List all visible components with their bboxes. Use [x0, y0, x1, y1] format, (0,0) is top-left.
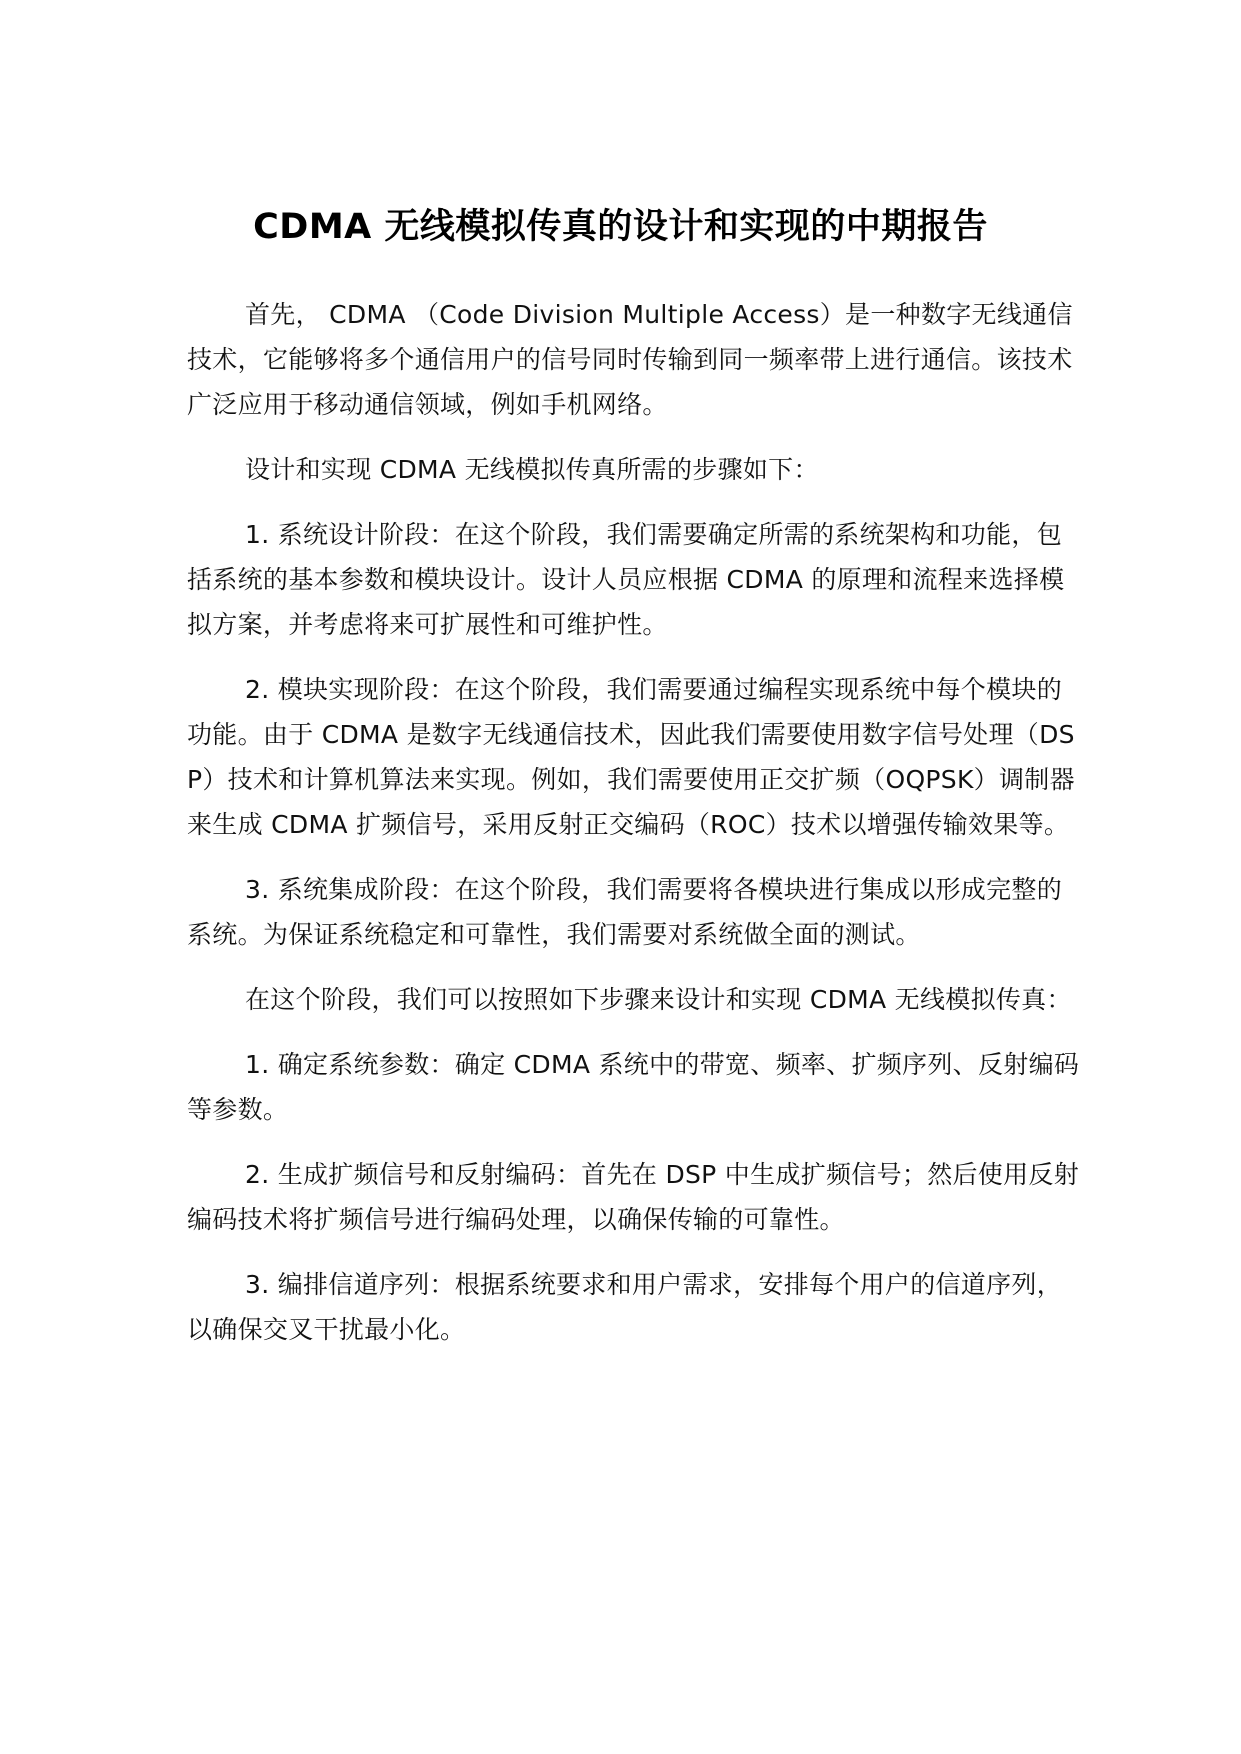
paragraph-substep-spread-signal: 2. 生成扩频信号和反射编码：首先在 DSP 中生成扩频信号；然后使用反射编码技术将扩频信号进行编码处理，以确保传输的可靠性。: [187, 1160, 1079, 1234]
paragraph-substep-channel-sequence: 3. 编排信道序列：根据系统要求和用户需求，安排每个用户的信道序列，以确保交叉干扰最小化。: [187, 1270, 1063, 1344]
document-body: [187, 292, 1087, 1372]
paragraph-substeps-heading: 在这个阶段，我们可以按照如下步骤来设计和实现 CDMA 无线模拟传真：: [245, 985, 1072, 1014]
paragraph-step-system-design: 1. 系统设计阶段：在这个阶段，我们需要确定所需的系统架构和功能，包括系统的基本参数和模块设计。设计人员应根据 CDMA 的原理和流程来选择模拟方案，并考虑将来可扩展性和可维护性。: [187, 520, 1065, 639]
paragraph-step-system-integration: 3. 系统集成阶段：在这个阶段，我们需要将各模块进行集成以形成完整的系统。为保证系统稳定和可靠性，我们需要对系统做全面的测试。: [187, 875, 1063, 949]
paragraph-step-module-implementation: 2. 模块实现阶段：在这个阶段，我们需要通过编程实现系统中每个模块的功能。由于 CDMA 是数字无线通信技术，因此我们需要使用数字信号处理（DSP）技术和计算机算法来实现。例如，我们需要使用正交扩频（OQPSK）调制器来生成 CDMA 扩频信号，采用反射正交编码（ROC）技术以增强传输效果等。: [187, 675, 1075, 839]
paragraph-intro: 首先， CDMA （Code Division Multiple Access）是一种数字无线通信技术，它能够将多个通信用户的信号同时传输到同一频率带上进行通信。该技术广泛应用于移动通信领域，例如手机网络。: [187, 300, 1073, 419]
paragraph-substep-parameters: 1. 确定系统参数：确定 CDMA 系统中的带宽、频率、扩频序列、反射编码等参数。: [187, 1050, 1080, 1124]
paragraph-steps-heading: 设计和实现 CDMA 无线模拟传真所需的步骤如下：: [245, 455, 819, 484]
document-title: CDMA 无线模拟传真的设计和实现的中期报告: [253, 207, 988, 248]
